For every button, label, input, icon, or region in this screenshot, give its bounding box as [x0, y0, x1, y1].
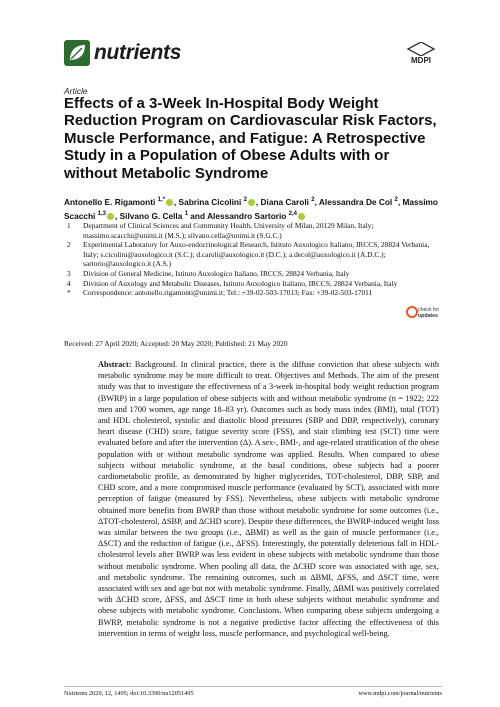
- updates-badge-line1: check for: [418, 307, 440, 313]
- check-for-updates-badge[interactable]: [400, 306, 440, 332]
- author-name[interactable]: Alessandra De Col $^2$: [318, 196, 398, 207]
- affiliation-text: Department of Clinical Sciences and Community Health, University of Milan, 20129 Milan, Italy; massimo.scacchi@unimi.it (M.S.); silvano.cella@unimi.it (S.G.C.): [83, 221, 374, 240]
- author-affiliation-marker: 1,*: [157, 197, 165, 203]
- orcid-icon[interactable]: [248, 199, 255, 206]
- affiliation-number: 1: [67, 221, 71, 230]
- journal-header: [64, 40, 436, 68]
- author-name[interactable]: Antonello E. Rigamonti $^{1,*}$: [64, 196, 165, 207]
- affiliation-list: [64, 221, 444, 298]
- author-affiliation-marker: 2: [243, 197, 247, 203]
- author-affiliation-marker: 1,3: [97, 210, 107, 217]
- footer-divider: [64, 686, 442, 687]
- publication-dates: Received: 27 April 2020; Accepted: 20 May 2020; Published: 21 May 2020: [64, 339, 288, 348]
- footer-citation: Nutrients 2020, 12, 1495; doi:10.3390/nu12051495: [64, 690, 194, 697]
- author-affiliation-marker: 2: [394, 197, 398, 203]
- leaf-logo-icon: [64, 40, 90, 66]
- author-name[interactable]: Alessandro Sartorio $^{2,4}$: [207, 210, 298, 221]
- affiliation-number: *: [67, 288, 71, 298]
- author-name[interactable]: Massimo Scacchi $^{1,3}$: [64, 196, 439, 221]
- affiliation-number: 2: [67, 240, 71, 250]
- updates-badge-line2: updates: [418, 313, 438, 319]
- author-affiliation-marker: 1: [184, 210, 188, 217]
- footer-url[interactable]: www.mdpi.com/journal/nutrients: [358, 690, 442, 697]
- affiliation-number: 3: [67, 268, 71, 278]
- abstract-label: Abstract:: [98, 360, 132, 369]
- author-name[interactable]: Silvano G. Cella $^1$: [119, 210, 188, 221]
- affiliation-text: Division of Auxology and Metabolic Diseases, Istituto Auxologico Italiano, IRCCS, 28824 Verbania, Italy: [83, 278, 398, 288]
- article-type: Article: [64, 86, 88, 96]
- mdpi-logo-icon: [406, 42, 436, 56]
- affiliation-text: Experimental Laboratory for Auxo-endocrinological Research, Istituto Auxologico Italiano, IRCCS, 28824 Verbania, Italy; s.cicolini@auxologico.it (S.C.); d.caroli@auxologico.it (D.C.); a.decol@auxologico.it (A.D.C.); sartorio@auxologico.it (A.S.): [83, 240, 430, 269]
- orcid-icon[interactable]: [166, 199, 173, 206]
- mdpi-logo-text: MDPI: [411, 56, 431, 65]
- affiliation-item: [64, 288, 444, 298]
- orcid-icon[interactable]: [107, 213, 114, 220]
- author-name[interactable]: Sabrina Cicolini $^2$: [178, 196, 247, 207]
- affiliation-number: 4: [67, 278, 71, 288]
- abstract-text: Background. In clinical practice, there is the diffuse conviction that obese subjects with metabolic syndrome may be more difficult to treat. Objectives and Methods. The aim of the present study was that to investigate the effectiveness of a 3-week in-hospital body weight reduction program (BWRP) in a large population of obese subjects with and without metabolic syndrome (n = 1922; 222 men and 1700 women, age range 18–83 yr). Outcomes such as body mass index (BMI), total (TOT) and HDL cholesterol, systolic and diastolic blood pressures (SBP and DBP, respectively), coronary heart disease (CHD) score, fatigue severity score (FSS), and stair climbing test (SCT) time were evaluated before and after the intervention (Δ). A sex-, BMI-, and age-related stratification of the obese population with or without metabolic syndrome was applied. Results. When compared to obese subjects without metabolic syndrome, at the basal conditions, obese subjects had a poorer cardiometabolic profile, as demonstrated by higher triglycerides, TOT-cholesterol, DBP, SBP, and CHD score, and a more compromised muscle performance (evaluated by SCT), associated with more perception of fatigue (measured by FSS). Nevertheless, obese subjects with metabolic syndrome obtained more benefits from BWRP than those without metabolic syndrome for some outcomes (i.e., ΔTOT-cholesterol, ΔSBP, and ΔCHD score). Despite these differences, the BWRP-induced weight loss was similar between the two groups (i.e., ΔBMI) as well as the gain of muscle performance (i.e., ΔSCT) and the reduction of fatigue (i.e., ΔFSS). Interestingly, the potentially deleterious fall in HDL-cholesterol levels after BWRP was less evident in obese subjects with metabolic syndrome than those without metabolic syndrome. When pooling all data, the ΔCHD score was associated with age, sex, and metabolic syndrome. The remaining outcomes, such as ΔBMI, ΔFSS, and ΔSCT time, were associated with sex and age but not with metabolic syndrome. Finally, ΔBMI was positively correlated with ΔCHD score, ΔFSS, and ΔSCT time in both obese subjects without metabolic syndrome and obese subjects with metabolic syndrome. Conclusions. When comparing obese subjects undergoing a BWRP, metabolic syndrome is not a negative predictive factor affecting the effectiveness of this intervention in terms of weight loss, muscle performance, and psychological well-being.: [98, 360, 439, 638]
- mdpi-logo[interactable]: [406, 42, 436, 68]
- abstract: [98, 359, 439, 639]
- affiliation-item: [64, 240, 444, 269]
- affiliation-item: [64, 279, 444, 289]
- journal-name[interactable]: nutrients: [94, 41, 182, 64]
- author-affiliation-marker: 2: [311, 197, 315, 203]
- affiliation-text: Division of General Medicine, Istituto Auxologico Italiano, IRCCS, 28824 Verbania, Italy: [83, 268, 350, 278]
- orcid-icon[interactable]: [298, 213, 305, 220]
- author-list: Antonello E. Rigamonti $^{1,*}$ , Sabrina Cicolini $^2$ , Diana Caroli $^2$, Alessandra De Col $^2$, Massimo Scacchi $^{1,3}$ , Silvano G. Cella $^1$ and Alessandro Sartorio $^{2,4}$: [64, 196, 439, 221]
- affiliation-text: Correspondence: antonello.rigamonti@unimi.it; Tel.: +39-02-503-17013; Fax: +39-02-503-17011: [83, 288, 373, 298]
- affiliation-item: [64, 269, 444, 279]
- author-affiliation-marker: 2,4: [288, 210, 298, 217]
- author-name[interactable]: Diana Caroli $^2$: [260, 196, 315, 207]
- affiliation-item: [64, 221, 444, 240]
- updates-icon: [406, 306, 418, 318]
- article-title: Effects of a 3-Week In-Hospital Body Weight Reduction Program on Cardiovascular Risk Factors, Muscle Performance, and Fatigue: A Retrospective Study in a Population of Obese Adults with or without Metabolic Syndrome: [64, 95, 437, 182]
